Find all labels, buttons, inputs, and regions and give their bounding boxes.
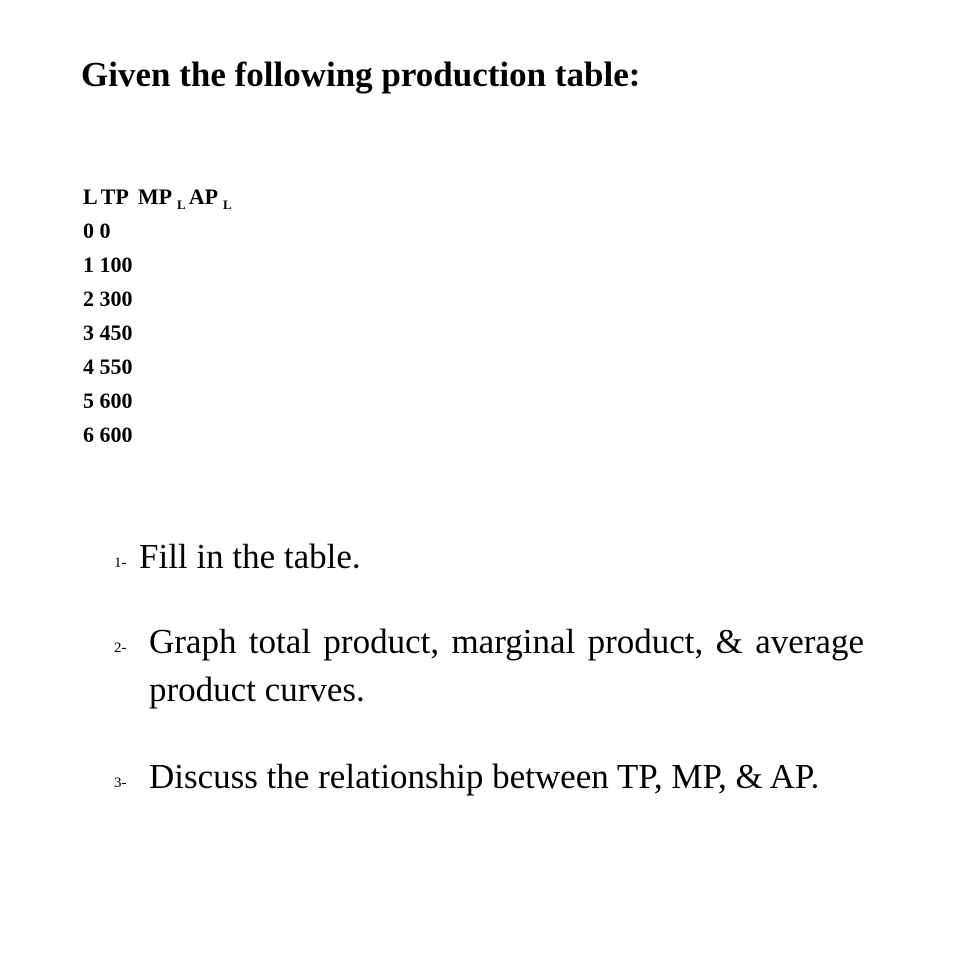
cell-l: 5 <box>83 388 94 413</box>
table-row <box>83 214 232 248</box>
question-3 <box>114 753 864 801</box>
question-3-text: Discuss the relationship between TP, MP, & AP. <box>149 757 820 796</box>
production-table <box>83 180 232 452</box>
cell-tp: 550 <box>99 354 133 379</box>
header-l <box>83 184 98 209</box>
question-2 <box>114 618 864 714</box>
table-row <box>83 418 232 452</box>
question-3-number: 3- <box>114 775 127 791</box>
page-title: Given the following production table: <box>81 55 641 94</box>
table-row <box>83 248 232 282</box>
table-row <box>83 384 232 418</box>
header-l-label: L <box>83 184 98 209</box>
header-tp-label: TP <box>100 184 129 209</box>
cell-l: 2 <box>83 286 94 311</box>
question-1 <box>114 533 864 581</box>
header-tp <box>101 184 129 209</box>
cell-tp: 100 <box>99 252 133 277</box>
cell-tp: 600 <box>99 422 133 447</box>
header-ap <box>188 184 232 212</box>
header-mp-label: MP <box>137 184 173 209</box>
table-row <box>83 316 232 350</box>
cell-tp: 0 <box>99 218 111 243</box>
question-2-text: Graph total product, marginal product, & average product curves. <box>149 622 864 709</box>
cell-l: 4 <box>83 354 94 379</box>
header-mp <box>137 184 186 212</box>
cell-l: 0 <box>83 218 94 243</box>
cell-tp: 300 <box>99 286 133 311</box>
question-1-number: 1- <box>114 555 127 571</box>
question-1-text: Fill in the table. <box>139 537 361 576</box>
header-mp-subscript: L <box>177 197 186 212</box>
table-header-row <box>83 180 232 214</box>
cell-l: 1 <box>83 252 94 277</box>
cell-tp: 600 <box>99 388 133 413</box>
cell-l: 6 <box>83 422 94 447</box>
header-ap-label: AP <box>188 184 219 209</box>
table-row <box>83 350 232 384</box>
cell-l: 3 <box>83 320 94 345</box>
question-2-number: 2- <box>114 640 127 656</box>
header-ap-subscript: L <box>223 197 232 212</box>
table-row <box>83 282 232 316</box>
cell-tp: 450 <box>99 320 133 345</box>
